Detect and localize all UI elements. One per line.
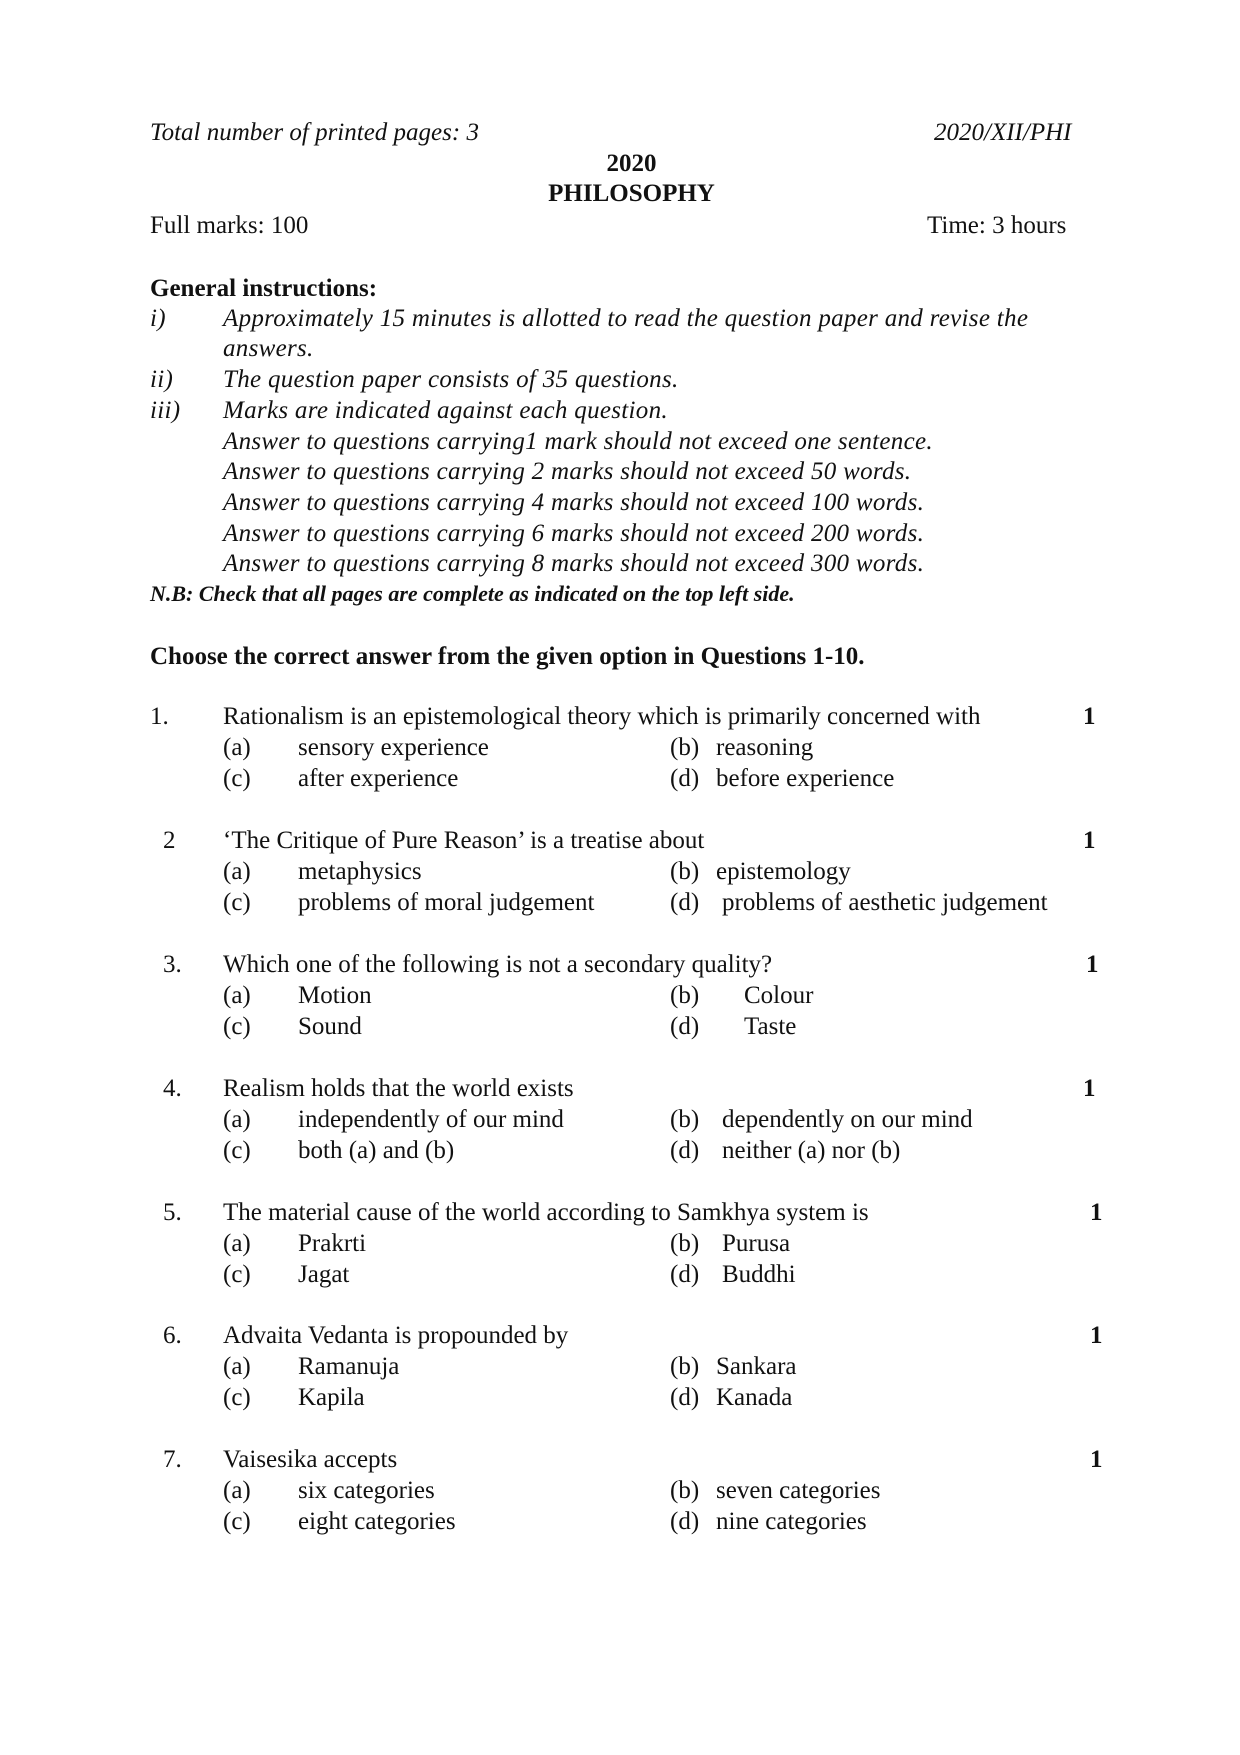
option-text: Motion bbox=[298, 982, 372, 1009]
time-allowed: Time: 3 hours bbox=[927, 212, 1067, 239]
question bbox=[0, 950, 1240, 1060]
option-text: seven categories bbox=[716, 1477, 881, 1504]
option-text: Jagat bbox=[298, 1261, 350, 1288]
full-marks: Full marks: 100 bbox=[150, 212, 309, 239]
question-text: Which one of the following is not a secondary quality? bbox=[223, 951, 773, 978]
option-label: (a) bbox=[223, 734, 251, 761]
option-label: (c) bbox=[223, 765, 251, 792]
option-label: (d) bbox=[670, 1137, 700, 1164]
question bbox=[0, 1321, 1240, 1431]
question-text: ‘The Critique of Pure Reason’ is a treatise about bbox=[223, 827, 705, 854]
option-label: (d) bbox=[670, 1013, 700, 1040]
printed-pages-note: Total number of printed pages: 3 bbox=[150, 119, 479, 146]
question-marks: 1 bbox=[1083, 1075, 1096, 1102]
option-text: Sankara bbox=[716, 1353, 797, 1380]
option-text: nine categories bbox=[716, 1508, 867, 1535]
option-label: (d) bbox=[670, 1261, 700, 1288]
option-text: sensory experience bbox=[298, 734, 489, 761]
question-number: 5. bbox=[163, 1199, 182, 1226]
option-text: Sound bbox=[298, 1013, 362, 1040]
option-label: (a) bbox=[223, 1477, 251, 1504]
exam-year: 2020 bbox=[606, 150, 657, 177]
instruction-line: Answer to questions carrying 8 marks should not exceed 300 words. bbox=[223, 550, 925, 577]
option-text: metaphysics bbox=[298, 858, 422, 885]
question-text: Vaisesika accepts bbox=[223, 1446, 398, 1473]
instruction-line: Marks are indicated against each question. bbox=[223, 397, 668, 424]
option-label: (d) bbox=[670, 1508, 700, 1535]
instruction-line: Answer to questions carrying 6 marks should not exceed 200 words. bbox=[223, 520, 925, 547]
option-text: problems of moral judgement bbox=[298, 889, 595, 916]
question-marks: 1 bbox=[1090, 1322, 1103, 1349]
subject-title: PHILOSOPHY bbox=[548, 180, 715, 207]
option-label: (b) bbox=[670, 982, 700, 1009]
instruction-line: Approximately 15 minutes is allotted to read the question paper and revise the bbox=[223, 305, 1029, 332]
option-label: (c) bbox=[223, 1384, 251, 1411]
option-label: (a) bbox=[223, 982, 251, 1009]
option-label: (d) bbox=[670, 765, 700, 792]
option-label: (c) bbox=[223, 1508, 251, 1535]
option-label: (b) bbox=[670, 1230, 700, 1257]
question-number: 1. bbox=[150, 703, 169, 730]
option-text: Colour bbox=[744, 982, 814, 1009]
question-number: 3. bbox=[163, 951, 182, 978]
question-text: Advaita Vedanta is propounded by bbox=[223, 1322, 569, 1349]
question bbox=[0, 826, 1240, 936]
option-label: (c) bbox=[223, 1137, 251, 1164]
option-text: eight categories bbox=[298, 1508, 456, 1535]
option-text: dependently on our mind bbox=[722, 1106, 973, 1133]
option-label: (a) bbox=[223, 858, 251, 885]
question-number: 4. bbox=[163, 1075, 182, 1102]
option-text: Prakrti bbox=[298, 1230, 367, 1257]
instruction-line: Answer to questions carrying 2 marks should not exceed 50 words. bbox=[223, 458, 912, 485]
option-text: Kanada bbox=[716, 1384, 793, 1411]
instruction-line: Answer to questions carrying 4 marks should not exceed 100 words. bbox=[223, 489, 925, 516]
option-text: both (a) and (b) bbox=[298, 1137, 455, 1164]
question-number: 7. bbox=[163, 1446, 182, 1473]
instruction-number: iii) bbox=[150, 397, 181, 424]
question bbox=[0, 1074, 1240, 1184]
option-text: reasoning bbox=[716, 734, 814, 761]
option-text: Ramanuja bbox=[298, 1353, 400, 1380]
option-label: (b) bbox=[670, 1477, 700, 1504]
instruction-number: i) bbox=[150, 305, 166, 332]
option-text: six categories bbox=[298, 1477, 435, 1504]
option-text: after experience bbox=[298, 765, 459, 792]
option-text: independently of our mind bbox=[298, 1106, 564, 1133]
instructions-heading: General instructions: bbox=[150, 275, 378, 302]
option-label: (c) bbox=[223, 889, 251, 916]
question bbox=[0, 702, 1240, 812]
question-marks: 1 bbox=[1090, 1199, 1103, 1226]
option-label: (b) bbox=[670, 1353, 700, 1380]
option-label: (d) bbox=[670, 1384, 700, 1411]
paper-code: 2020/XII/PHI bbox=[934, 119, 1072, 146]
question-marks: 1 bbox=[1083, 703, 1096, 730]
question-text: Realism holds that the world exists bbox=[223, 1075, 574, 1102]
option-text: before experience bbox=[716, 765, 895, 792]
instruction-line: answers. bbox=[223, 335, 314, 362]
option-text: Kapila bbox=[298, 1384, 365, 1411]
question-text: The material cause of the world according to Samkhya system is bbox=[223, 1199, 869, 1226]
question-number: 6. bbox=[163, 1322, 182, 1349]
section-heading: Choose the correct answer from the given option in Questions 1-10. bbox=[150, 643, 865, 670]
option-text: problems of aesthetic judgement bbox=[722, 889, 1048, 916]
option-label: (b) bbox=[670, 858, 700, 885]
question bbox=[0, 1445, 1240, 1555]
instruction-number: ii) bbox=[150, 366, 174, 393]
option-label: (a) bbox=[223, 1106, 251, 1133]
option-text: neither (a) nor (b) bbox=[722, 1137, 901, 1164]
option-label: (b) bbox=[670, 734, 700, 761]
option-text: Buddhi bbox=[722, 1261, 796, 1288]
question-marks: 1 bbox=[1086, 951, 1099, 978]
instruction-line: The question paper consists of 35 questions. bbox=[223, 366, 679, 393]
question bbox=[0, 1198, 1240, 1308]
instruction-line: Answer to questions carrying1 mark should not exceed one sentence. bbox=[223, 428, 933, 455]
option-text: Taste bbox=[744, 1013, 797, 1040]
question-number: 2 bbox=[163, 827, 176, 854]
question-marks: 1 bbox=[1083, 827, 1096, 854]
option-label: (c) bbox=[223, 1261, 251, 1288]
option-label: (a) bbox=[223, 1230, 251, 1257]
option-label: (b) bbox=[670, 1106, 700, 1133]
option-label: (c) bbox=[223, 1013, 251, 1040]
question-text: Rationalism is an epistemological theory which is primarily concerned with bbox=[223, 703, 981, 730]
option-text: Purusa bbox=[722, 1230, 791, 1257]
option-text: epistemology bbox=[716, 858, 851, 885]
option-label: (d) bbox=[670, 889, 700, 916]
option-label: (a) bbox=[223, 1353, 251, 1380]
question-marks: 1 bbox=[1090, 1446, 1103, 1473]
nb-note: N.B: Check that all pages are complete as indicated on the top left side. bbox=[150, 581, 795, 606]
